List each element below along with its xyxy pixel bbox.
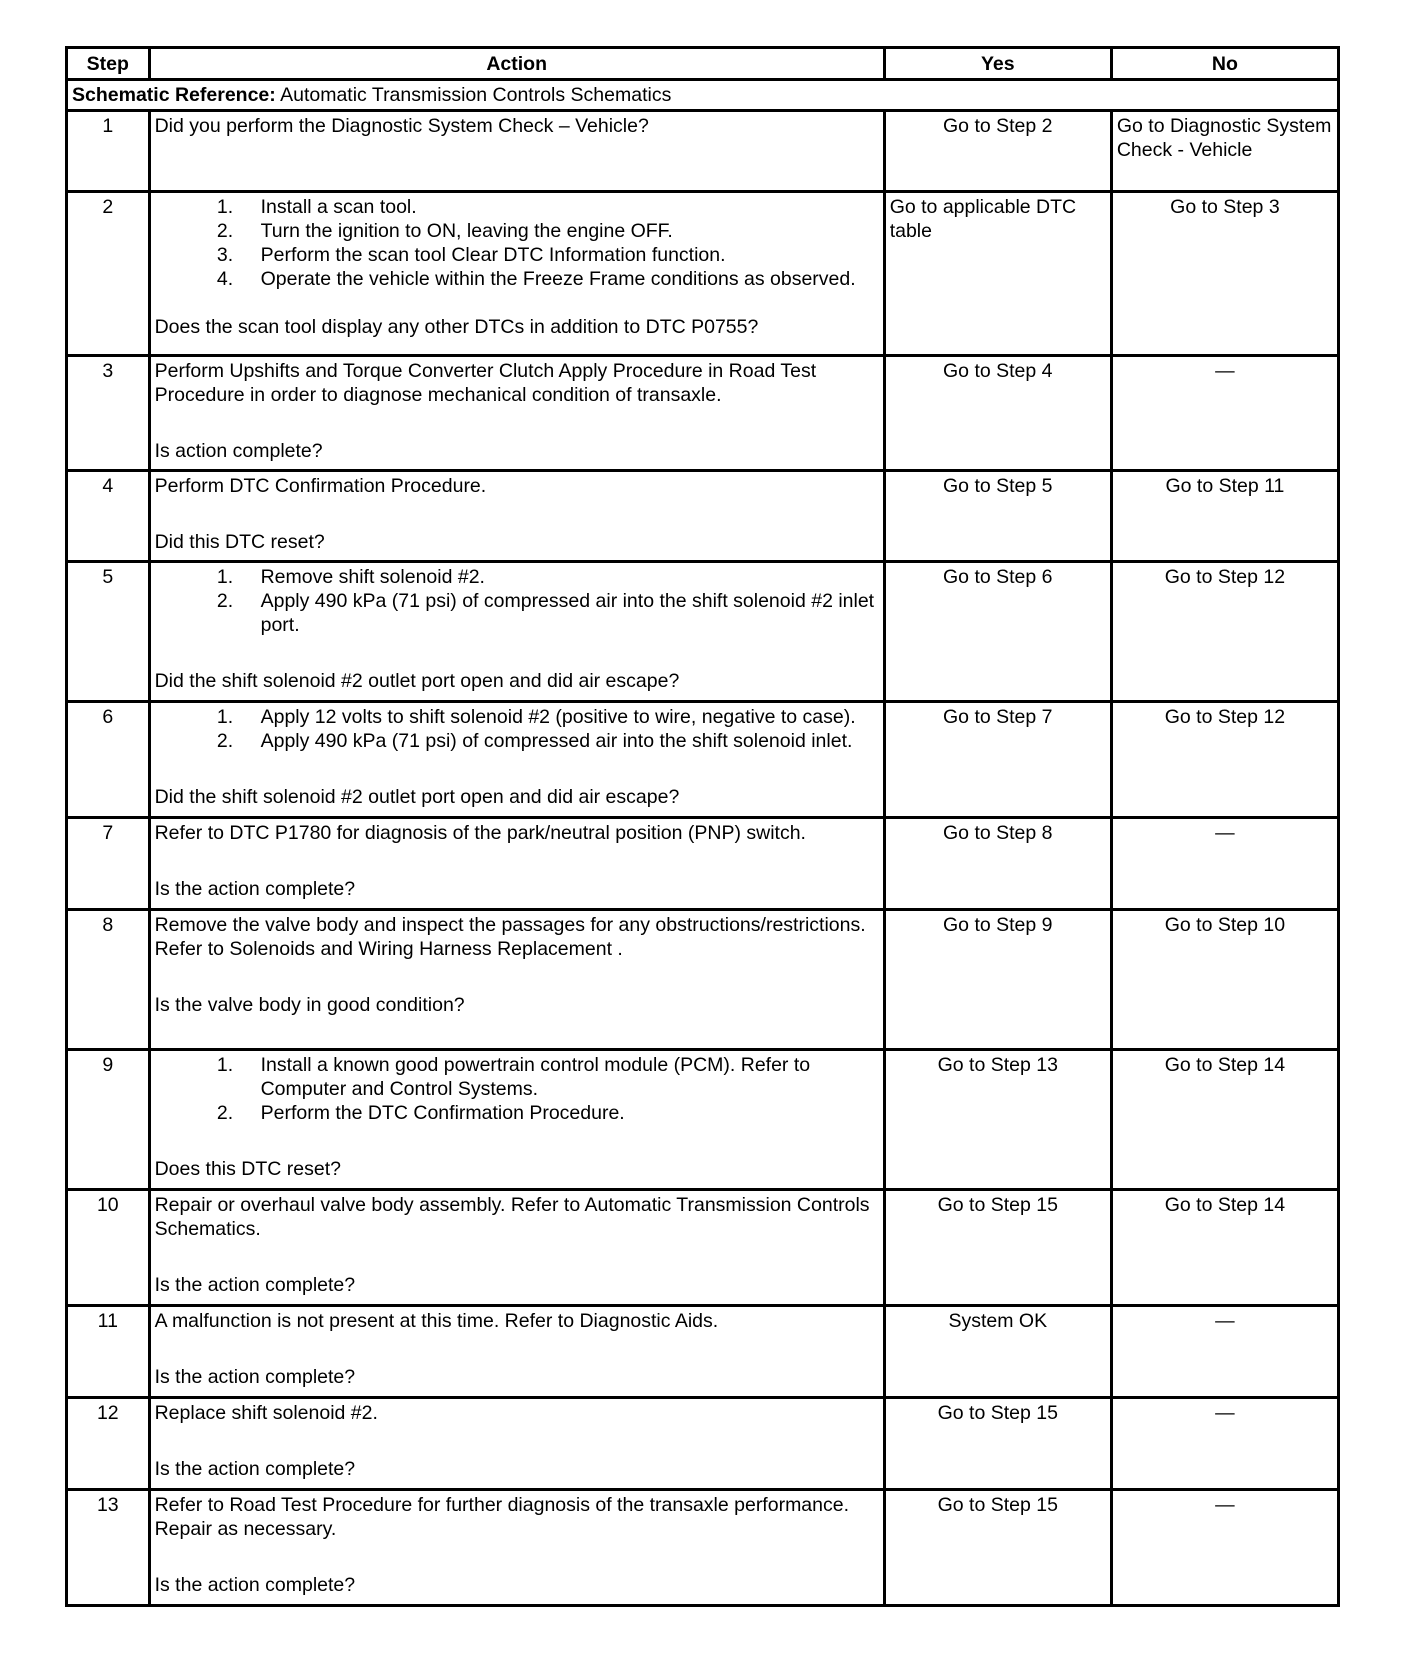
yes-cell: Go to Step 15	[884, 1190, 1111, 1306]
no-cell: Go to Step 12	[1111, 702, 1338, 818]
table-row	[67, 1398, 1339, 1490]
schematic-row	[67, 80, 1339, 111]
action-cell	[149, 192, 884, 356]
yes-cell: Go to Step 6	[884, 562, 1111, 702]
no-cell: —	[1111, 1306, 1338, 1398]
action-list	[155, 195, 879, 291]
action-question: Is the action complete?	[154, 1274, 356, 1296]
yes-cell: Go to Step 9	[884, 910, 1111, 1050]
action-text: Refer to Road Test Procedure for further diagnosis of the transaxle performance. Repair as necessary.	[154, 1494, 850, 1540]
schematic-label: Schematic Reference:	[72, 84, 276, 106]
no-cell: Go to Step 3	[1111, 192, 1338, 356]
step-number: 2	[67, 192, 150, 356]
action-list	[155, 705, 879, 753]
header-step: Step	[67, 48, 150, 80]
no-cell: Go to Diagnostic System Check - Vehicle	[1111, 111, 1338, 192]
action-cell	[149, 1050, 884, 1190]
action-cell	[149, 702, 884, 818]
header-action: Action	[149, 48, 884, 80]
no-cell: Go to Step 10	[1111, 910, 1338, 1050]
no-cell: Go to Step 14	[1111, 1190, 1338, 1306]
header-yes: Yes	[884, 48, 1111, 80]
action-text: Remove the valve body and inspect the passages for any obstructions/restrictions. Refer to Solenoids and Wiring Harness Replacement .	[154, 914, 866, 960]
yes-cell: Go to applicable DTC table	[884, 192, 1111, 356]
table-row	[67, 1306, 1339, 1398]
list-item: 2. Apply 490 kPa (71 psi) of compressed air into the shift solenoid #2 inlet port.	[239, 589, 879, 637]
action-text: Perform DTC Confirmation Procedure.	[154, 475, 487, 497]
table-row	[67, 818, 1339, 910]
step-number: 5	[67, 562, 150, 702]
action-cell	[149, 818, 884, 910]
table-row	[67, 1190, 1339, 1306]
action-question: Did this DTC reset?	[154, 531, 325, 553]
action-cell	[149, 562, 884, 702]
list-item: 2. Turn the ignition to ON, leaving the engine OFF.	[239, 219, 879, 243]
table-row	[67, 1490, 1339, 1606]
action-text: Did you perform the Diagnostic System Check – Vehicle?	[154, 115, 649, 137]
action-cell	[149, 1190, 884, 1306]
table-row	[67, 702, 1339, 818]
action-list	[155, 1053, 879, 1125]
action-text: Refer to DTC P1780 for diagnosis of the park/neutral position (PNP) switch.	[154, 822, 806, 844]
no-cell: —	[1111, 1398, 1338, 1490]
action-question: Is the action complete?	[154, 878, 356, 900]
action-text: Perform Upshifts and Torque Converter Clutch Apply Procedure in Road Test Procedure in order to diagnose mechanical condition of transaxle.	[154, 360, 817, 406]
table-row	[67, 562, 1339, 702]
action-question: Did the shift solenoid #2 outlet port open and did air escape?	[154, 670, 680, 692]
header-no: No	[1111, 48, 1338, 80]
yes-cell: Go to Step 15	[884, 1490, 1111, 1606]
action-cell	[149, 1398, 884, 1490]
yes-cell: Go to Step 2	[884, 111, 1111, 192]
table-row	[67, 1050, 1339, 1190]
no-cell: —	[1111, 1490, 1338, 1606]
table-row	[67, 471, 1339, 562]
step-number: 6	[67, 702, 150, 818]
action-question: Does the scan tool display any other DTCs in addition to DTC P0755?	[154, 316, 759, 338]
no-cell: —	[1111, 356, 1338, 471]
step-number: 8	[67, 910, 150, 1050]
action-question: Is the action complete?	[154, 1458, 356, 1480]
list-item: 1. Install a scan tool.	[239, 195, 879, 219]
header-row	[67, 48, 1339, 80]
action-question: Is the action complete?	[154, 1366, 356, 1388]
yes-cell: Go to Step 13	[884, 1050, 1111, 1190]
action-text: A malfunction is not present at this time. Refer to Diagnostic Aids.	[154, 1310, 719, 1332]
list-item: 3. Perform the scan tool Clear DTC Information function.	[239, 243, 879, 267]
action-cell	[149, 111, 884, 192]
no-cell: —	[1111, 818, 1338, 910]
yes-cell: Go to Step 15	[884, 1398, 1111, 1490]
action-question: Does this DTC reset?	[154, 1158, 341, 1180]
action-cell	[149, 910, 884, 1050]
diagnostic-table	[65, 46, 1340, 1607]
action-question: Did the shift solenoid #2 outlet port open and did air escape?	[154, 786, 680, 808]
yes-cell: System OK	[884, 1306, 1111, 1398]
action-text: Repair or overhaul valve body assembly. Refer to Automatic Transmission Controls Schematics.	[154, 1194, 870, 1240]
action-list	[155, 565, 879, 637]
list-item: 4. Operate the vehicle within the Freeze Frame conditions as observed.	[239, 267, 879, 291]
action-question: Is the valve body in good condition?	[154, 994, 465, 1016]
list-item: 1. Apply 12 volts to shift solenoid #2 (positive to wire, negative to case).	[239, 705, 879, 729]
action-cell	[149, 471, 884, 562]
list-item: 2. Apply 490 kPa (71 psi) of compressed air into the shift solenoid inlet.	[239, 729, 879, 753]
action-question: Is action complete?	[154, 440, 323, 462]
table-row	[67, 910, 1339, 1050]
list-item: 2. Perform the DTC Confirmation Procedure.	[239, 1101, 879, 1125]
no-cell: Go to Step 14	[1111, 1050, 1338, 1190]
step-number: 10	[67, 1190, 150, 1306]
yes-cell: Go to Step 7	[884, 702, 1111, 818]
step-number: 12	[67, 1398, 150, 1490]
step-number: 9	[67, 1050, 150, 1190]
list-item: 1. Install a known good powertrain control module (PCM). Refer to Computer and Control Systems.	[239, 1053, 879, 1101]
no-cell: Go to Step 11	[1111, 471, 1338, 562]
step-number: 7	[67, 818, 150, 910]
action-cell	[149, 1490, 884, 1606]
step-number: 1	[67, 111, 150, 192]
action-cell	[149, 1306, 884, 1398]
table-row	[67, 192, 1339, 356]
list-item: 1. Remove shift solenoid #2.	[239, 565, 879, 589]
schematic-value: Automatic Transmission Controls Schematics	[280, 84, 672, 106]
schematic-reference	[67, 80, 1339, 111]
no-cell: Go to Step 12	[1111, 562, 1338, 702]
step-number: 3	[67, 356, 150, 471]
step-number: 4	[67, 471, 150, 562]
step-number: 11	[67, 1306, 150, 1398]
yes-cell: Go to Step 4	[884, 356, 1111, 471]
yes-cell: Go to Step 5	[884, 471, 1111, 562]
action-cell	[149, 356, 884, 471]
table-row	[67, 356, 1339, 471]
action-question: Is the action complete?	[154, 1574, 356, 1596]
yes-cell: Go to Step 8	[884, 818, 1111, 910]
table-row	[67, 111, 1339, 192]
action-text: Replace shift solenoid #2.	[154, 1402, 378, 1424]
step-number: 13	[67, 1490, 150, 1606]
